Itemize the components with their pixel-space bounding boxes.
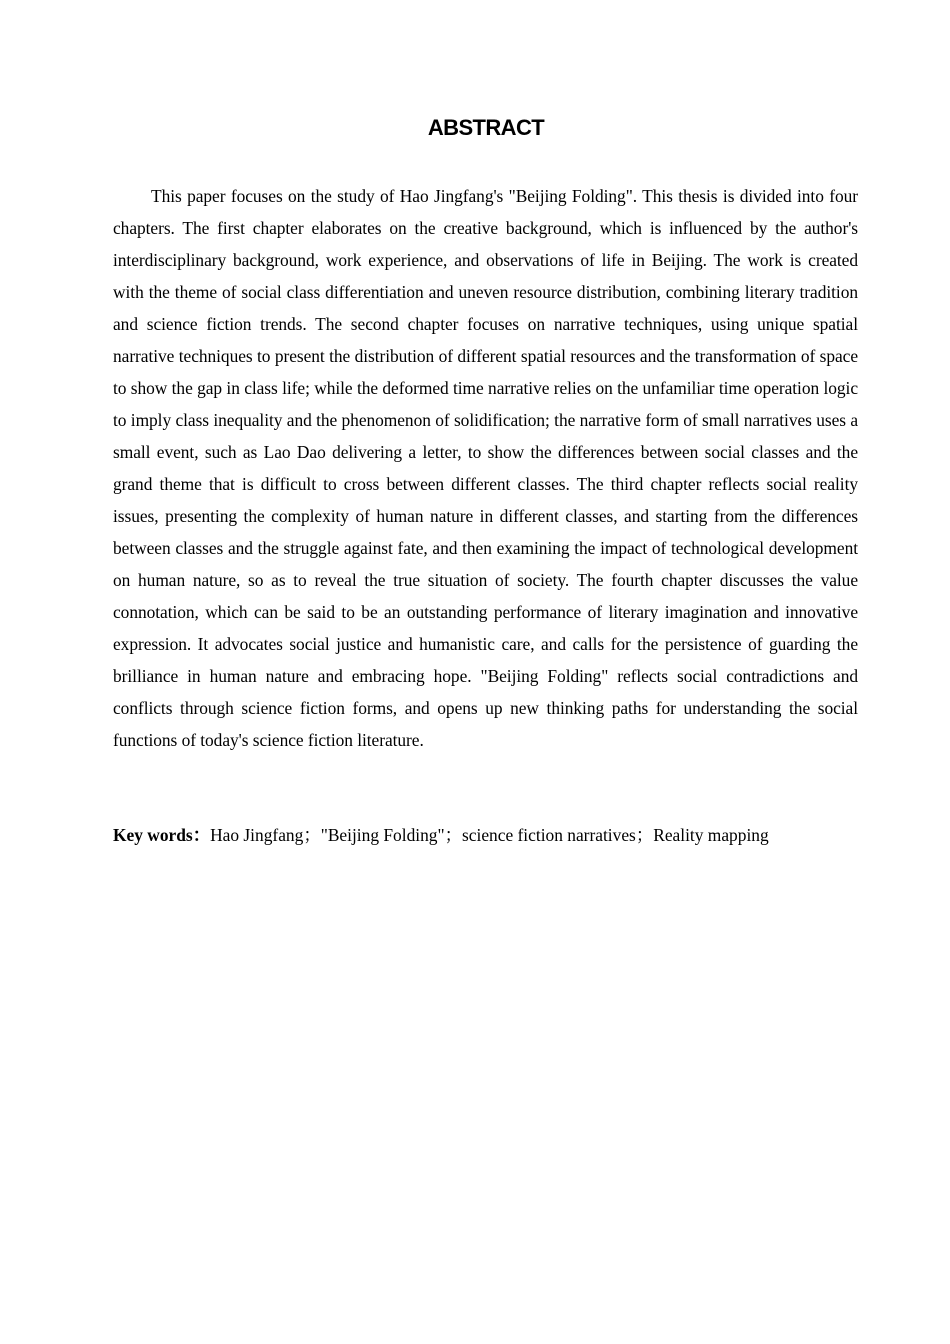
- keyword-item: Hao Jingfang: [210, 825, 304, 845]
- abstract-title: ABSTRACT: [427, 115, 545, 140]
- keywords-label: Key words：: [113, 825, 211, 845]
- keyword-item: "Beijing Folding": [320, 825, 445, 845]
- keyword-item: Reality mapping: [653, 825, 769, 845]
- keyword-separator: ；: [635, 825, 654, 845]
- keyword-separator: ；: [303, 825, 321, 845]
- keyword-separator: ；: [444, 825, 462, 845]
- keywords-line: [113, 819, 873, 851]
- keyword-item: science fiction narratives: [462, 825, 636, 845]
- abstract-body: This paper focuses on the study of Hao Jingfang's "Beijing Folding". This thesis is divided into four chapters. The first chapter elaborates on the creative background, which is influenced by the author's interdisciplinary background, work experience, and observations of life in Beijing. The work is created with the theme of social class differentiation and uneven resource distribution, combining literary tradition and science fiction trends. The second chapter focuses on narrative techniques, using unique spatial narrative techniques to present the distribution of different spatial resources and the transformation of space to show the gap in class life; while the deformed time narrative relies on the unfamiliar time operation logic to imply class inequality and the phenomenon of solidification; the narrative form of small narratives uses a small event, such as Lao Dao delivering a letter, to show the differences between social classes and the grand theme that is difficult to cross between different classes. The third chapter reflects social reality issues, presenting the complexity of human nature in different classes, and starting from the differences between classes and the struggle against fate, and then examining the impact of technological development on human nature, so as to reveal the true situation of society. The fourth chapter discusses the value connotation, which can be said to be an outstanding performance of literary imagination and innovative expression. It advocates social justice and humanistic care, and calls for the persistence of guarding the brilliance in human nature and embracing hope. "Beijing Folding" reflects social contradictions and conflicts through science fiction forms, and opens up new thinking paths for understanding the social functions of today's science fiction literature.: [113, 186, 858, 750]
